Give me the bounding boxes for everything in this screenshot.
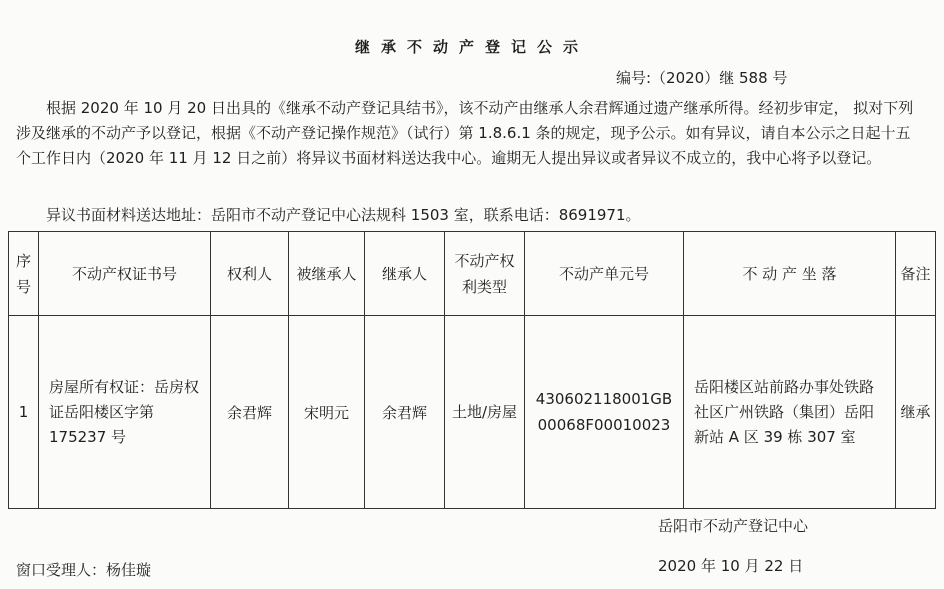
document-number: 编号:（2020）继 588 号 (616, 69, 788, 87)
cell-cert-no: 房屋所有权证：岳房权证岳阳楼区字第 175237 号 (39, 316, 211, 509)
header-remark: 备注 (896, 232, 936, 316)
body-paragraph-address: 异议书面材料送达地址：岳阳市不动产登记中心法规科 1503 室，联系电话：8691971。 (46, 206, 641, 224)
cell-obligee: 余君辉 (211, 316, 289, 509)
registration-table (8, 231, 936, 509)
cell-right-type: 土地/房屋 (445, 316, 525, 509)
header-heir: 继承人 (365, 232, 445, 316)
header-seq: 序号 (9, 232, 39, 316)
header-location: 不 动 产 坐 落 (684, 232, 896, 316)
document-title: 继承不动产登记公示 (354, 38, 589, 56)
issuing-organization: 岳阳市不动产登记中心 (658, 517, 809, 535)
cell-unit-no: 430602118001GB00068F00010023 (525, 316, 684, 509)
table-header-row (9, 232, 936, 316)
body-paragraph-main: 根据 2020 年 10 月 20 日出具的《继承不动产登记具结书》，该不动产由继承人余君辉通过遗产继承所得。经初步审定， 拟对下列涉及继承的不动产予以登记，根据《不动产登记操作规范》（试行）第 1.8.6.1 条的规定，现予公示。如有异议，请自本公示之日起十五个工作日内（2020 年 11 月 12 日之前）将异议书面材料送达我中心。逾期无人提出异议或者异议不成立的，我中心将予以登记。 (16, 99, 914, 167)
cell-location: 岳阳楼区站前路办事处铁路社区广州铁路（集团）岳阳新站 A 区 39 栋 307 室 (684, 316, 896, 509)
header-obligee: 权利人 (211, 232, 289, 316)
cell-remark: 继承 (896, 316, 936, 509)
header-cert-no: 不动产权证书号 (39, 232, 211, 316)
header-decedent: 被继承人 (289, 232, 365, 316)
cell-decedent: 宋明元 (289, 316, 365, 509)
table-row (9, 316, 936, 509)
cell-seq: 1 (9, 316, 39, 509)
header-right-type: 不动产权利类型 (445, 232, 525, 316)
header-unit-no: 不动产单元号 (525, 232, 684, 316)
issue-date: 2020 年 10 月 22 日 (658, 557, 804, 575)
window-receiver: 窗口受理人：杨佳璇 (16, 561, 152, 579)
cell-heir: 余君辉 (365, 316, 445, 509)
